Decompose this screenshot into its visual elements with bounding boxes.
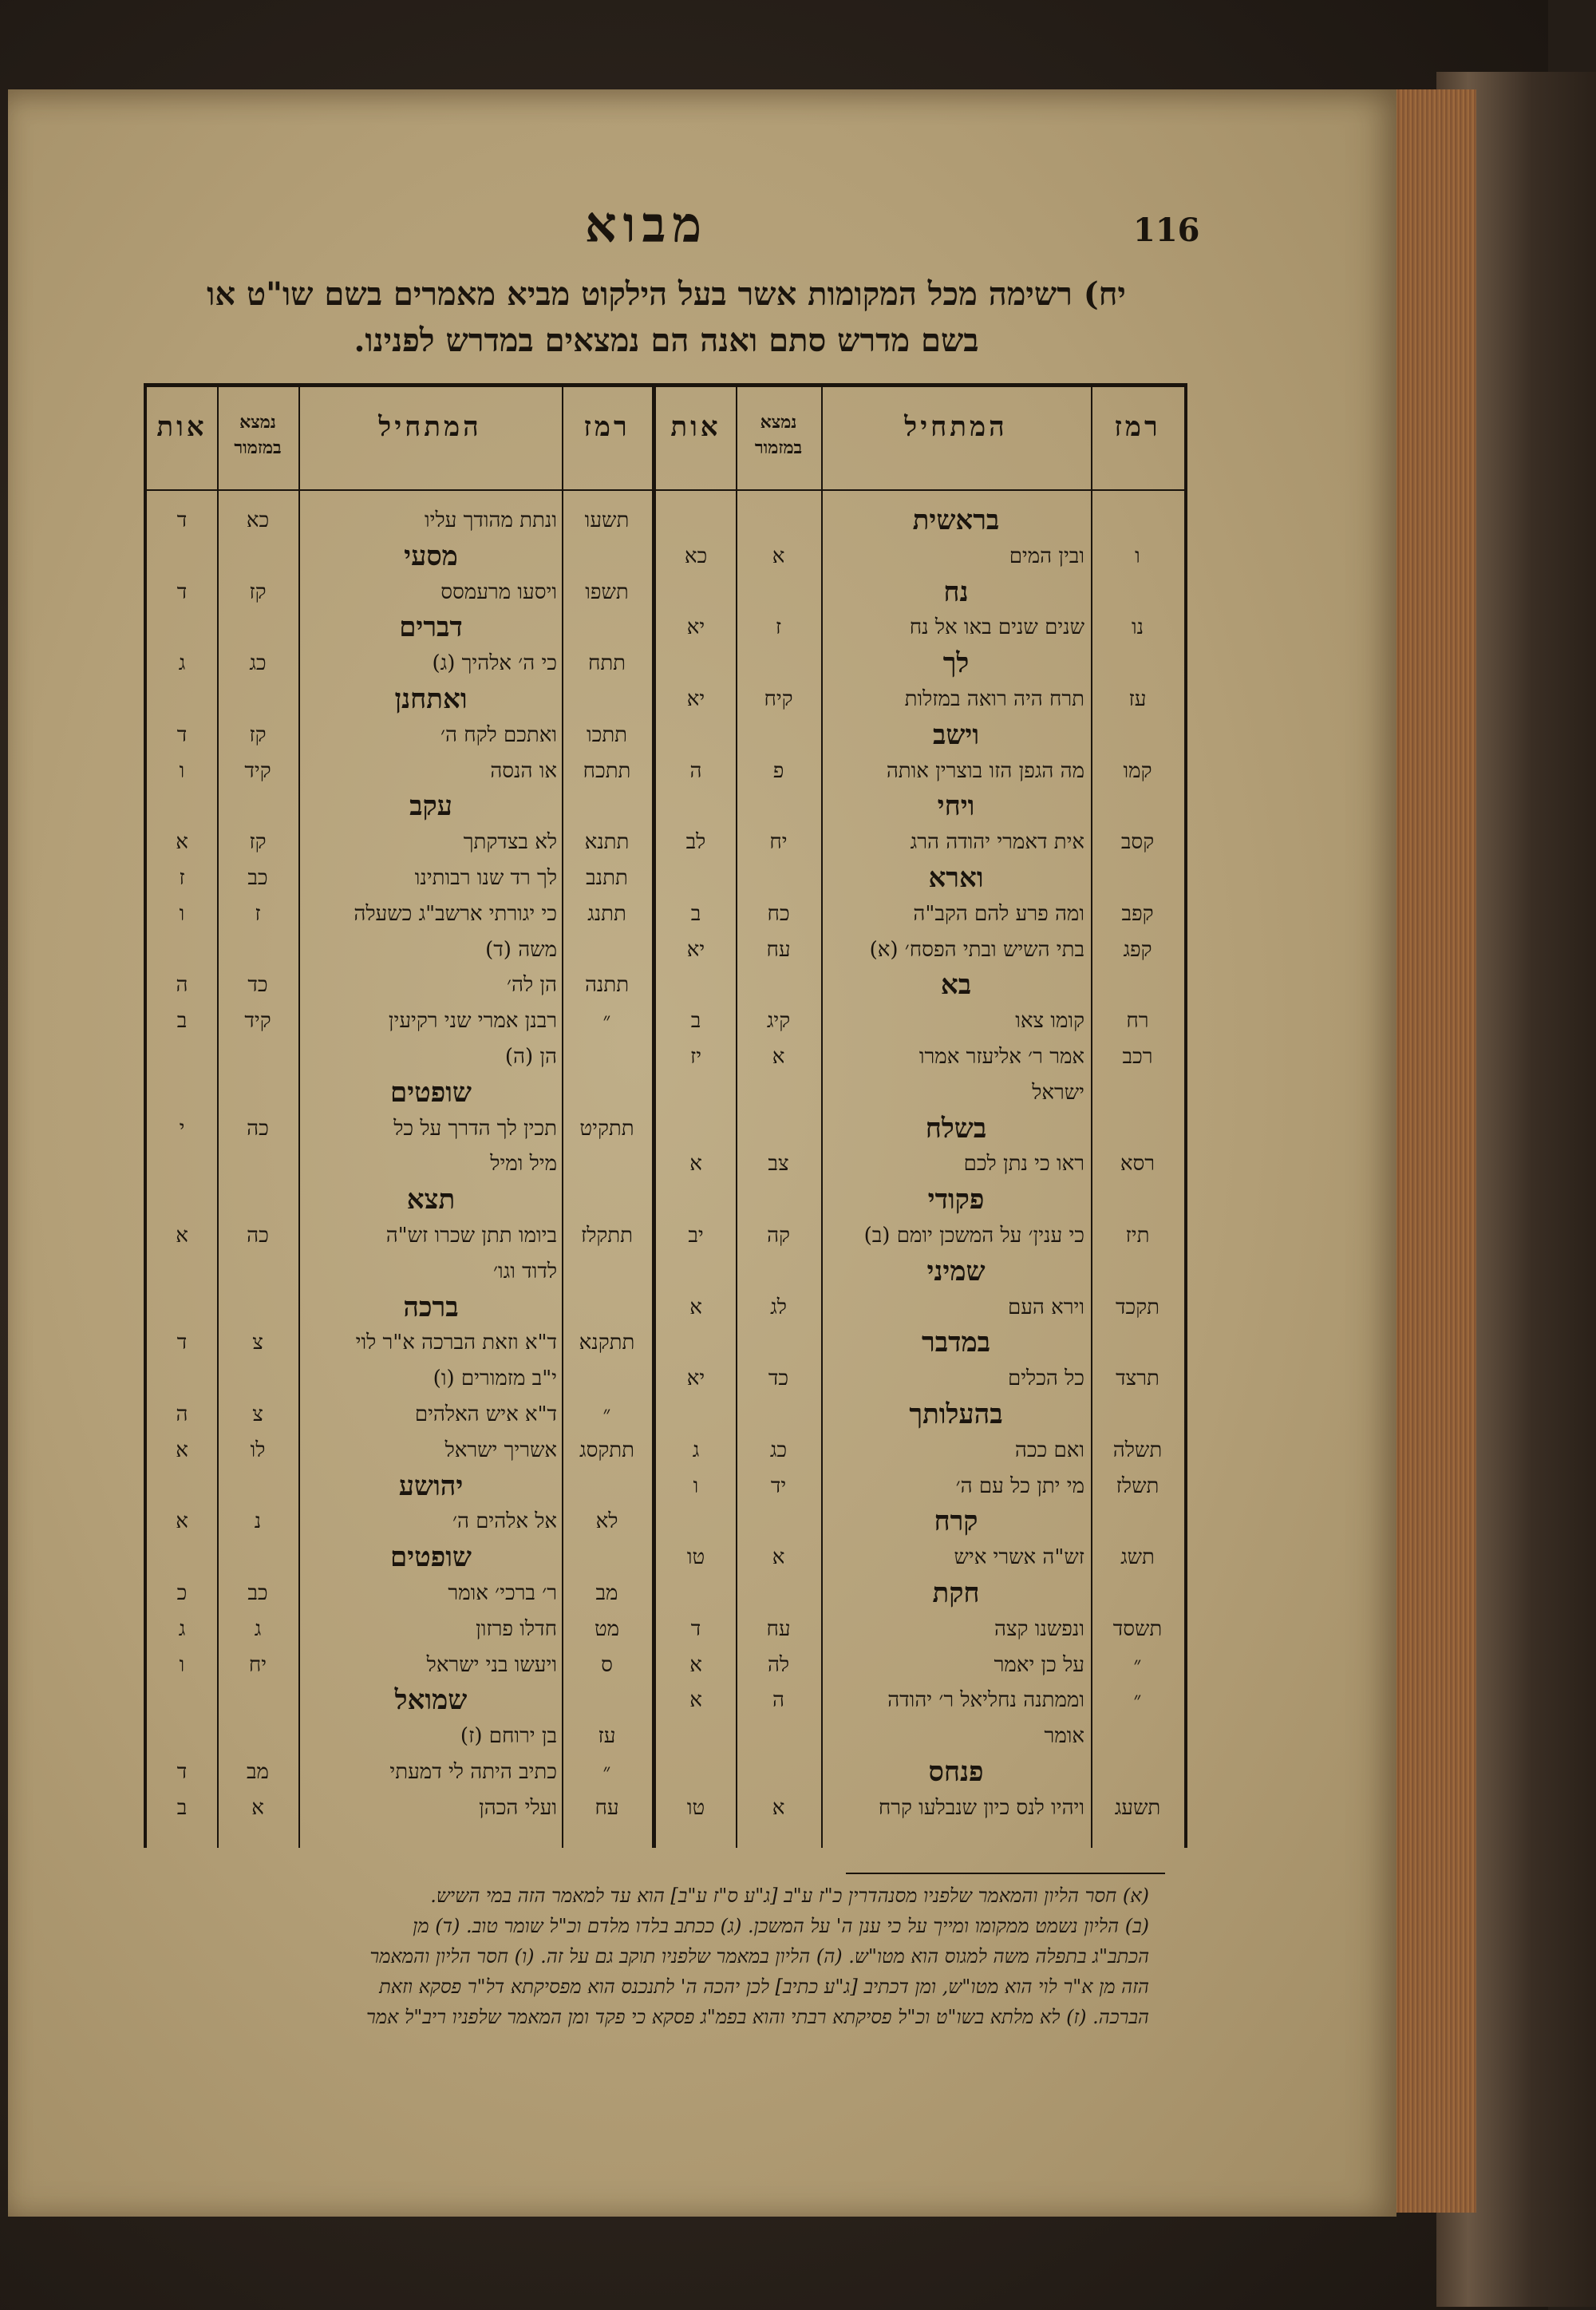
table-row (147, 1719, 1184, 1754)
mizmor-cell: מב (247, 1760, 269, 1784)
parsha-heading-row (147, 789, 1184, 824)
ot-cell: ה (689, 758, 702, 783)
section-heading-line-1: יח) רשימה מכל המקומות אשר בעל הילקוט מביא מאמרים בשם שו"ט או (207, 275, 1126, 313)
ot-cell: ד (176, 1331, 188, 1355)
mizmor-cell: צ (252, 1402, 263, 1426)
mizmor-cell: ז (255, 901, 261, 926)
header-ot-left: אות (156, 411, 207, 443)
table-row (147, 1683, 1184, 1718)
mizmor-cell: לג (770, 1295, 787, 1319)
text-cell: כי יגורתי ארשב"ג כשעלה (354, 901, 557, 926)
parsha-heading-row (147, 503, 1184, 538)
parsha-heading: מסעי (404, 540, 458, 572)
ot-cell: ו (179, 901, 185, 926)
text-cell: ביומו תתן שכרו זש"ה (385, 1224, 557, 1248)
text-cell: מה הגפן הזו בוצרין אותה (886, 758, 1084, 783)
mizmor-cell: יח (769, 830, 788, 855)
text-cell: קומו צאו (1015, 1009, 1084, 1034)
text-cell: שנים שנים באו אל נח (909, 615, 1084, 640)
parsha-heading: וישב (932, 718, 980, 751)
table-row (147, 610, 1184, 645)
remez-cell: ״ (602, 1402, 611, 1426)
mizmor-cell: לו (250, 1438, 266, 1462)
ot-cell: ו (693, 1473, 699, 1498)
parsha-heading-row (147, 718, 1184, 753)
parsha-heading: לך (942, 647, 970, 680)
header-remez-left: רמז (583, 411, 630, 443)
table-row (147, 1790, 1184, 1825)
remez-cell: רכב (1122, 1045, 1153, 1069)
ot-cell: טו (686, 1795, 705, 1820)
remez-cell: רסא (1120, 1152, 1156, 1177)
parsha-heading-row (147, 1504, 1184, 1539)
text-cell: ישראל (1032, 1080, 1084, 1105)
page-number: 116 (1133, 212, 1200, 249)
text-cell: לדוד וגו׳ (493, 1259, 557, 1284)
text-cell: ויסעו מרעמסס (440, 579, 557, 604)
footnote-line: (א) חסר הליון והמאמר שלפניו מסנהדרין כ"ז ע"ב [ג"ע ס"ז ע"ב] הוא עד למאמר הזה במי השיש. (430, 1885, 1149, 1907)
text-cell: ויהיו לנס כיון שנבלעו קרח (878, 1795, 1084, 1820)
ot-cell: יא (686, 937, 705, 962)
mizmor-cell: כח (767, 901, 790, 926)
remez-cell: ״ (1133, 1652, 1142, 1677)
table-row (147, 1075, 1184, 1110)
remez-cell: תשעג (1114, 1795, 1161, 1820)
text-cell: בתי השיש ובתי הפסח׳ (א) (869, 937, 1084, 962)
mizmor-cell: צב (768, 1152, 789, 1177)
mizmor-cell: עח (766, 937, 791, 962)
parsha-heading: שמואל (394, 1684, 468, 1717)
text-cell: תכין לך הדרך על כל (393, 1116, 557, 1141)
parsha-heading: בהעלותך (909, 1398, 1003, 1430)
text-cell: אשריך ישראל (444, 1438, 557, 1462)
remez-cell: תרצד (1116, 1367, 1159, 1391)
mizmor-cell: א (772, 1045, 785, 1069)
mizmor-cell: יד (770, 1473, 787, 1498)
mizmor-cell: פ (772, 758, 784, 783)
remez-cell: תשסד (1112, 1616, 1163, 1641)
ot-cell: יב (688, 1224, 704, 1248)
header-hamatchil-right: המתחיל (904, 411, 1008, 443)
remez-cell: תשג (1120, 1545, 1155, 1570)
parsha-heading-row (147, 1397, 1184, 1432)
header-ot-right: אות (670, 411, 721, 443)
index-table (144, 383, 1187, 1848)
text-cell: ונפשנו קצה (994, 1616, 1084, 1641)
text-cell: אמר ר׳ אליעזר אמרו (918, 1045, 1084, 1069)
footnote-rule (846, 1873, 1165, 1874)
parsha-heading: חקת (932, 1577, 980, 1609)
mizmor-cell: עח (766, 1616, 791, 1641)
ot-cell: א (689, 1152, 702, 1177)
ot-cell: ו (179, 758, 185, 783)
remez-cell: ו (1135, 544, 1140, 568)
remez-cell: קסב (1120, 830, 1155, 855)
parsha-heading: בא (940, 969, 972, 1002)
table-row (147, 682, 1184, 717)
text-cell: בן ירוחם (ז) (460, 1724, 557, 1749)
ot-cell: א (689, 1652, 702, 1677)
ot-cell: ה (176, 973, 188, 998)
ot-cell: ה (176, 1402, 188, 1426)
parsha-heading-row (147, 1754, 1184, 1790)
mizmor-cell: כה (247, 1116, 269, 1141)
parsha-heading: פנחס (928, 1756, 984, 1788)
table-row (147, 754, 1184, 789)
ot-cell: ז (179, 866, 185, 890)
ot-cell: ו (179, 1652, 185, 1677)
mizmor-cell: קיג (766, 1009, 791, 1034)
text-cell: וממתנה נחליאל ר׳ יהודה (887, 1688, 1084, 1713)
header-nimtza-right (736, 409, 821, 461)
remez-cell: מט (594, 1616, 620, 1641)
ot-cell: א (176, 830, 188, 855)
table-row (147, 1146, 1184, 1181)
remez-cell: ס (601, 1652, 613, 1677)
running-header-title: מבוא (584, 196, 709, 254)
mizmor-cell: כג (769, 1438, 788, 1462)
remez-cell: מב (595, 1581, 618, 1605)
remez-cell: תתח (587, 651, 626, 676)
text-cell: ואם ככה (1014, 1438, 1084, 1462)
parsha-heading: עקב (409, 790, 452, 823)
text-cell: י"ב מזמורים (ו) (433, 1367, 557, 1391)
ot-cell: יא (686, 1367, 705, 1391)
parsha-heading-row (147, 1182, 1184, 1217)
header-nimtza-left (217, 409, 298, 461)
remez-cell: תשעו (584, 508, 630, 532)
remez-cell: ״ (602, 1760, 611, 1784)
ot-cell: ד (176, 508, 188, 532)
text-cell: על כן יאמר (994, 1652, 1084, 1677)
ot-cell: א (176, 1438, 188, 1462)
header-nimtza-label: נמצא (760, 412, 797, 433)
parsha-heading: בראשית (912, 504, 1000, 536)
parsha-heading: תצא (406, 1184, 456, 1216)
remez-cell: תתנה (584, 973, 630, 998)
mizmor-cell: נ (254, 1509, 262, 1534)
mizmor-cell: א (772, 1795, 785, 1820)
remez-cell: תתקיט (579, 1116, 634, 1141)
ot-cell: ג (692, 1438, 700, 1462)
parsha-heading: נח (943, 576, 969, 608)
parsha-heading-row (147, 575, 1184, 610)
mizmor-cell: צ (252, 1331, 263, 1355)
table-row (147, 1612, 1184, 1647)
text-cell: ר׳ ברכי׳ אומר (448, 1581, 557, 1605)
mizmor-cell: ז (775, 615, 782, 640)
parsha-heading-row (147, 646, 1184, 681)
parsha-heading-row (147, 1576, 1184, 1611)
parsha-heading: ברכה (403, 1291, 459, 1323)
parsha-heading: קרח (934, 1505, 978, 1538)
remez-cell: תתנב (586, 866, 628, 890)
remez-cell: תשלה (1112, 1438, 1163, 1462)
parsha-heading: ויחי (937, 790, 975, 823)
table-row (147, 1218, 1184, 1253)
parsha-heading: וארא (928, 862, 984, 894)
table-row (147, 825, 1184, 860)
text-cell: ראו כי נתן לכם (963, 1152, 1084, 1177)
remez-cell: קפג (1123, 937, 1152, 962)
ot-cell: ב (176, 1795, 188, 1820)
mizmor-cell: כה (247, 1224, 269, 1248)
parsha-heading: ואתחנן (394, 683, 468, 715)
remez-cell: נו (1131, 615, 1144, 640)
mizmor-cell: א (772, 1545, 785, 1570)
mizmor-cell: קה (767, 1224, 790, 1248)
mizmor-cell: קז (249, 722, 267, 747)
table-row (147, 896, 1184, 932)
mizmor-cell: כא (246, 508, 270, 532)
text-cell: אל אלהים ה׳ (452, 1509, 557, 1534)
mizmor-cell: א (251, 1795, 264, 1820)
mizmor-cell: כד (247, 973, 268, 998)
header-rule (147, 489, 1184, 491)
mizmor-cell: קיד (244, 1009, 271, 1034)
ot-cell: א (689, 1295, 702, 1319)
text-cell: ויעשו בני ישראל (426, 1652, 557, 1677)
parsha-heading-row (147, 1254, 1184, 1289)
mizmor-cell: יח (248, 1652, 267, 1677)
table-row (147, 1290, 1184, 1325)
mizmor-cell: קיח (764, 687, 793, 711)
table-row (147, 1540, 1184, 1575)
text-cell: אית דאמרי יהודה הרג (910, 830, 1084, 855)
footnote-line: הזה מן א"ר לוי הוא מטו"ש, ומן דכתיב [ג"ע כתיב] לכן יהכה ה' לתנכנס הוא מפסיקתא דל"ר פסקא וזאת (379, 1976, 1149, 1998)
text-cell: מי יתן כל עם ה׳ (955, 1473, 1084, 1498)
text-cell: ד"א וזאת הברכה א"ר לוי (355, 1331, 557, 1355)
remez-cell: קמו (1123, 758, 1152, 783)
ot-cell: י (179, 1116, 185, 1141)
mizmor-cell: כג (249, 651, 267, 676)
remez-cell: לא (595, 1509, 618, 1534)
parsha-heading-row (147, 860, 1184, 896)
remez-cell: תתנג (587, 901, 626, 926)
mizmor-cell: קיד (244, 758, 271, 783)
mizmor-cell: קז (249, 830, 267, 855)
text-cell: כי ענין׳ על המשכן יומם (ב) (863, 1224, 1084, 1248)
text-cell: או הנסה (490, 758, 557, 783)
parsha-heading: פקודי (927, 1184, 985, 1216)
ot-cell: ד (176, 1760, 188, 1784)
ot-cell: א (176, 1224, 188, 1248)
remez-cell: עז (598, 1724, 616, 1749)
footnote-line: (ב) הליון נשמט ממקומו ומייך על כי ענן ה' על המשכן. (ג) ככתב בלדו מלדם וכ"ל שומר טוב. (ד) מן (413, 1915, 1149, 1937)
mizmor-cell: ה (772, 1688, 784, 1713)
remez-cell: תשפו (585, 579, 629, 604)
text-cell: משה (ד) (485, 937, 557, 962)
table-row (147, 1433, 1184, 1468)
text-cell: ועלי הכהן (479, 1795, 557, 1820)
remez-cell: תתכח (583, 758, 631, 783)
mizmor-cell: כב (247, 866, 268, 890)
ot-cell: ב (176, 1009, 188, 1034)
parsha-heading-row (147, 1111, 1184, 1146)
ot-cell: יא (686, 687, 705, 711)
header-bamizmor-label: במזמור (234, 437, 282, 458)
text-cell: לא בצדקתך (463, 830, 557, 855)
parsha-heading: דברים (399, 611, 463, 644)
ot-cell: כ (176, 1581, 188, 1605)
text-cell: ואתכם לקח ה׳ (440, 722, 557, 747)
mizmor-cell: כב (247, 1581, 268, 1605)
remez-cell: ״ (602, 1009, 611, 1034)
remez-cell: תתקלז (580, 1224, 634, 1248)
table-row (147, 1647, 1184, 1683)
ot-cell: ד (690, 1616, 701, 1641)
parsha-heading: בשלח (925, 1112, 987, 1145)
table-row (147, 1003, 1184, 1038)
remez-cell: עז (1128, 687, 1147, 711)
remez-cell: קפב (1121, 901, 1154, 926)
ot-cell: טו (686, 1545, 705, 1570)
ot-cell: ב (690, 901, 701, 926)
text-cell: רבנן אמרי שני רקיעין (388, 1009, 557, 1034)
text-cell: מיל ומיל (490, 1152, 557, 1177)
header-remez-right: רמז (1114, 411, 1161, 443)
parsha-heading-row (147, 967, 1184, 1003)
ot-cell: ד (176, 579, 188, 604)
text-cell: כתיב היתה לי דמעתי (389, 1760, 557, 1784)
text-cell: הן לה׳ (507, 973, 557, 998)
table-row (147, 932, 1184, 967)
ot-cell: א (689, 1688, 702, 1713)
text-cell: כל הכלים (1007, 1367, 1084, 1391)
mizmor-cell: קז (249, 579, 267, 604)
parsha-heading: יהושע (398, 1469, 464, 1502)
remez-cell: תתקנא (579, 1331, 635, 1355)
ot-cell: ב (690, 1009, 701, 1034)
mizmor-cell: כד (768, 1367, 789, 1391)
remez-cell: תתקסג (579, 1438, 634, 1462)
ot-cell: ד (176, 722, 188, 747)
parsha-heading: שופטים (390, 1076, 472, 1109)
remez-cell: עח (595, 1795, 619, 1820)
remez-cell: תשלז (1116, 1473, 1159, 1498)
table-row (147, 1469, 1184, 1504)
ot-cell: ג (178, 1616, 186, 1641)
header-bamizmor-label: במזמור (754, 437, 803, 458)
ot-cell: לב (685, 830, 706, 855)
parsha-heading: שופטים (390, 1541, 472, 1574)
ot-cell: יא (686, 615, 705, 640)
remez-cell: תתנא (584, 830, 630, 855)
parsha-heading: במדבר (922, 1327, 990, 1359)
ot-cell: יז (689, 1045, 702, 1069)
ot-cell: א (176, 1509, 188, 1534)
table-row (147, 1361, 1184, 1396)
text-cell: לך רד שנו רבותינו (414, 866, 557, 890)
text-cell: הן (ה) (504, 1045, 557, 1069)
text-cell: כי ה׳ אלהיך (ג) (432, 651, 557, 676)
mizmor-cell: לה (767, 1652, 790, 1677)
ot-cell: כא (684, 544, 708, 568)
mizmor-cell: ג (254, 1616, 262, 1641)
text-cell: זש"ה אשרי איש (954, 1545, 1084, 1570)
text-cell: תרח היה רואה במזלות (904, 687, 1084, 711)
parsha-heading: שמיני (926, 1255, 986, 1288)
parsha-heading-row (147, 1325, 1184, 1360)
text-cell: חדלו פרזון (476, 1616, 557, 1641)
ot-cell: ג (178, 651, 186, 676)
remez-cell: תיז (1125, 1224, 1150, 1248)
remez-cell: רח (1126, 1009, 1149, 1034)
text-cell: ד"א איש האלהים (414, 1402, 557, 1426)
text-cell: אומר (1044, 1724, 1084, 1749)
text-cell: ומה פרע להם הקב"ה (913, 901, 1084, 926)
text-cell: וירא העם (1007, 1295, 1084, 1319)
remez-cell: תקכד (1116, 1295, 1159, 1319)
mizmor-cell: א (772, 544, 785, 568)
remez-cell: תתכו (586, 722, 628, 747)
header-nimtza-label: נמצא (239, 412, 276, 433)
footnote-line: הברכה. (ז) לא מלתא בשו"ט וכ"ל פסיקתא רבתי והוא בפמ"ג פסקא כי פקד ומן המאמר שלפניו ריב"ל אמר (365, 2006, 1149, 2028)
footnote-line: הכתב"ג בתפלה משה למגוס הוא מטו"ש. (ה) הליון במאמר שלפניו תוקב גם על זה. (ו) חסר הליון והמאמר (369, 1945, 1149, 1968)
remez-cell: ״ (1133, 1688, 1142, 1713)
text-cell: ובין המים (1009, 544, 1084, 568)
table-row (147, 1039, 1184, 1074)
table-row (147, 539, 1184, 574)
header-hamatchil-left: המתחיל (378, 411, 482, 443)
section-heading-line-2: בשם מדרש סתם ואנה הם נמצאים במדרש לפנינו. (354, 322, 979, 359)
text-cell: ונתת מהודך עליו (425, 508, 557, 532)
